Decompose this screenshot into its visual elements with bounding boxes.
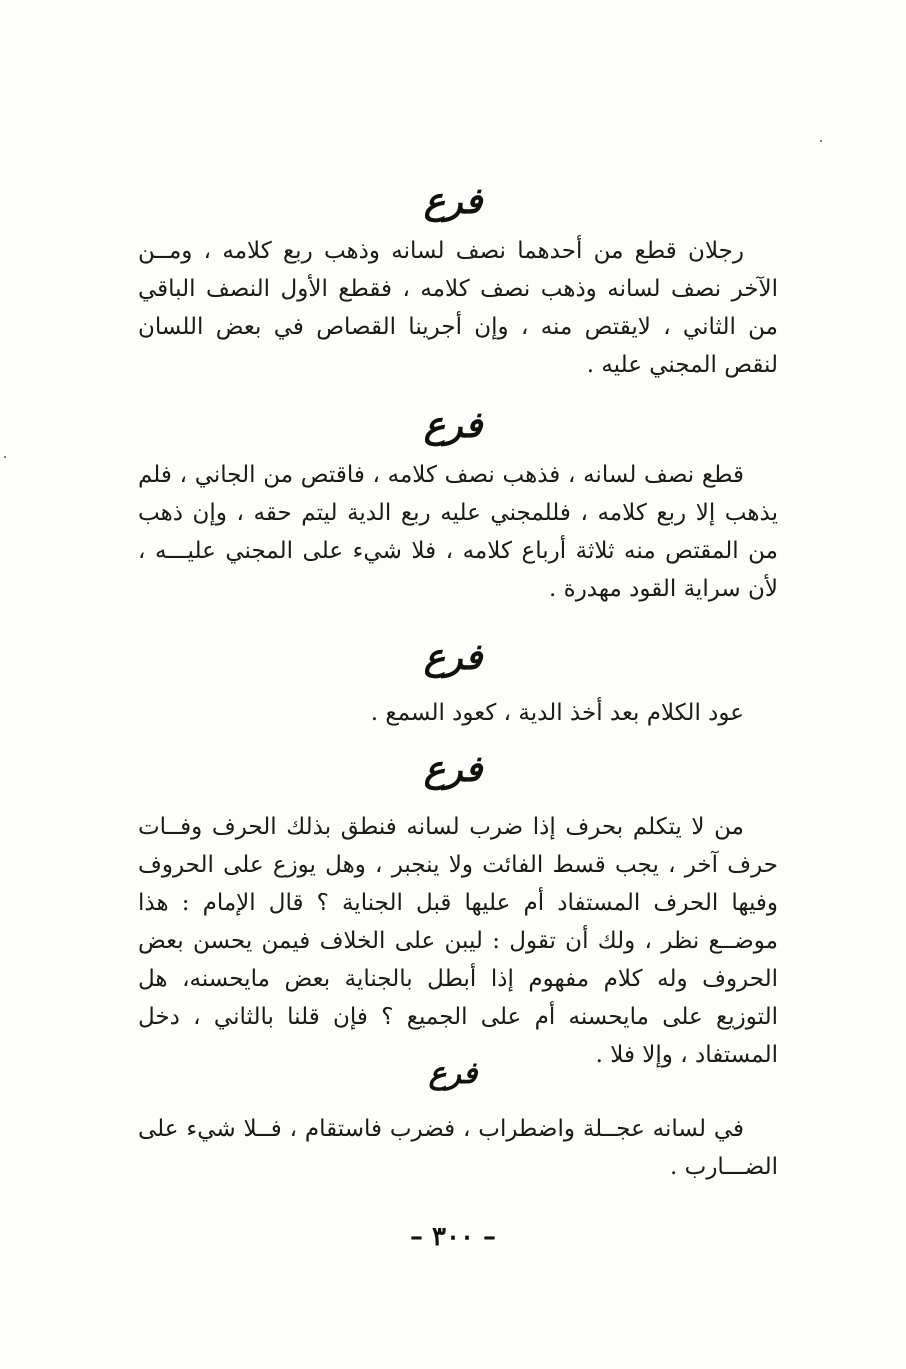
section-body	[138, 456, 778, 608]
scan-speck	[820, 140, 822, 142]
section-heading: فرع	[423, 748, 483, 790]
page-number: – ٣٠٠ –	[409, 1222, 497, 1252]
section-heading: فرع	[423, 636, 483, 678]
paragraph: من لا يتكلم بحرف إذا ضرب لسانه فنطق بذلك الحرف وفــات حرف آخر ، يجب قسط الفائت ولا ينجبر ، وهل يوزع على الحروف وفيها الحرف المستفاد أم عليها قبل الجناية ؟ قال الإمام : هذا موضــع نظر ، ولك أن تقول : ليبن على الخلاف فيمن يحسن بعض الحروف وله كلام مفهوم إذا أبطل بالجناية بعض مايحسنه، هل التوزيع على مايحسنه أم على الجميع ؟ فإن قلنا بالثاني ، دخل المستفاد ، وإلا فلا .	[138, 814, 778, 1068]
paragraph: عود الكلام بعد أخذ الدية ، كعود السمع .	[370, 700, 744, 726]
paragraph: قطع نصف لسانه ، فذهب نصف كلامه ، فاقتص من الجاني ، فلم يذهب إلا ربع كلامه ، فللمجني عليه ربع الدية ليتم حقه ، وإن ذهب من المقتص منه ثلاثة أرباع كلامه ، فلا شيء على المجني عليـــه ، لأن سراية القود مهدرة .	[138, 462, 778, 602]
section-body	[138, 808, 778, 1074]
section-body	[138, 1110, 778, 1186]
paragraph: رجلان قطع من أحدهما نصف لسانه وذهب ربع كلامه ، ومــن الآخر نصف لسانه وذهب نصف كلامه ، فقطع الأول النصف الباقي من الثاني ، لايقتص منه ، وإن أجرينا القصاص في بعض اللسان لنقص المجني عليه .	[138, 238, 778, 378]
section-heading: فرع	[423, 180, 483, 222]
section-heading: فرع	[423, 404, 483, 446]
paragraph: في لسانه عجــلة واضطراب ، فضرب فاستقام ، فــلا شيء على الضـــارب .	[138, 1116, 778, 1180]
scan-speck	[4, 456, 6, 458]
section-body	[138, 232, 778, 384]
section-body	[138, 694, 778, 732]
section-heading: فرع	[428, 1056, 478, 1091]
